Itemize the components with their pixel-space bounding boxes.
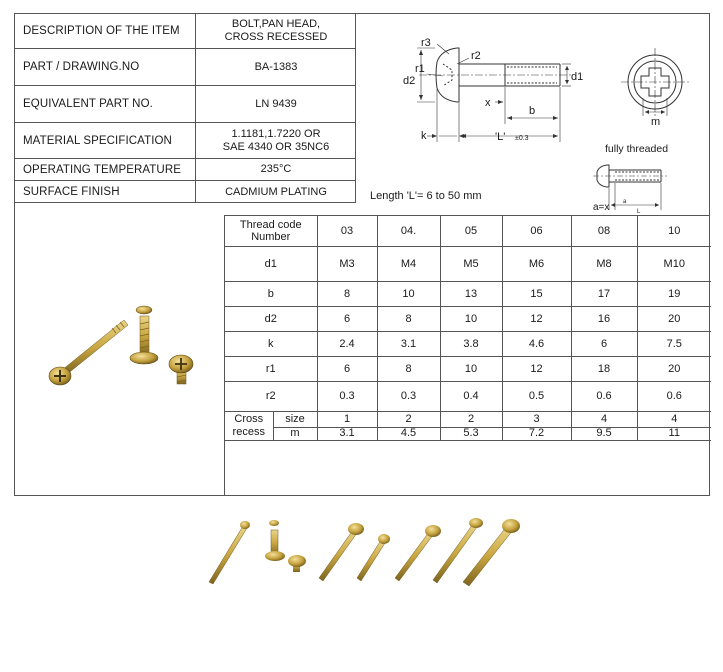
- row-label: k: [225, 331, 317, 356]
- table-row: [225, 246, 711, 281]
- row-label: r2: [225, 381, 317, 411]
- cross-recess-label-line2: recess: [232, 425, 265, 438]
- label-x: x: [485, 97, 491, 109]
- cross-recess-label: [225, 411, 273, 440]
- cell: 3.1: [377, 331, 440, 356]
- spec-value: BA-1383: [254, 60, 298, 73]
- cell: M8: [571, 246, 637, 281]
- m-label: m: [273, 427, 317, 440]
- spec-value: 1.1181,1.7220 OR SAE 4340 OR 35NC6: [222, 127, 330, 153]
- row-label: b: [225, 281, 317, 306]
- short-bolt: [169, 355, 193, 384]
- table-row: [225, 381, 711, 411]
- cell: 3.8: [440, 331, 502, 356]
- table-row-cross-recess-m: [225, 427, 711, 440]
- spec-row-part-number: [15, 49, 356, 86]
- cell: 7.5: [637, 331, 711, 356]
- cell: 7.2: [502, 427, 571, 440]
- cell: 10: [440, 356, 502, 381]
- cell: 0.6: [637, 381, 711, 411]
- label-k: k: [421, 130, 427, 142]
- row-label: d2: [225, 306, 317, 331]
- cell: 3: [502, 411, 571, 427]
- cell: M3: [317, 246, 377, 281]
- cell: 2: [377, 411, 440, 427]
- label-d2: d2: [403, 75, 416, 87]
- cell: 6: [571, 331, 637, 356]
- cell: 2: [440, 411, 502, 427]
- length-note: Length 'L'= 6 to 50 mm: [370, 190, 482, 202]
- cell: 18: [571, 356, 637, 381]
- cell: 5.3: [440, 427, 502, 440]
- thread-code: 03: [317, 216, 377, 246]
- cell: 16: [571, 306, 637, 331]
- spec-label: SURFACE FINISH: [15, 181, 196, 203]
- cell: 8: [317, 281, 377, 306]
- table-row-cross-recess-size: [225, 411, 711, 427]
- cell: 4: [571, 411, 637, 427]
- table-row: [225, 356, 711, 381]
- label-b: b: [529, 105, 536, 117]
- cell: 19: [637, 281, 711, 306]
- cell: 0.5: [502, 381, 571, 411]
- cell: 0.6: [571, 381, 637, 411]
- spec-row-equivalent-part: [15, 86, 356, 123]
- cell: M10: [637, 246, 711, 281]
- table-row: [225, 331, 711, 356]
- thread-code: 10: [637, 216, 711, 246]
- row-label: d1: [225, 246, 317, 281]
- label-r1: r1: [415, 63, 425, 75]
- cell: 8: [377, 306, 440, 331]
- bolt-technical-drawing: [357, 14, 710, 214]
- spec-row-material: [15, 123, 356, 159]
- bolt-row: [209, 518, 520, 586]
- label-r3: r3: [421, 37, 431, 49]
- spec-label: DESCRIPTION OF THE ITEM: [15, 14, 196, 48]
- cell: 0.3: [317, 381, 377, 411]
- label-r2: r2: [471, 50, 481, 62]
- thread-code: 05: [440, 216, 502, 246]
- cell: 1: [317, 411, 377, 427]
- spec-row-surface-finish: [15, 181, 356, 203]
- table-header-row: [225, 216, 711, 246]
- cross-recess-label-line1: Cross: [234, 412, 264, 425]
- cell: 2.4: [317, 331, 377, 356]
- spec-value: CADMIUM PLATING: [225, 185, 327, 198]
- size-label: size: [273, 411, 317, 427]
- cell: 4: [637, 411, 711, 427]
- thread-code: 08: [571, 216, 637, 246]
- spec-value: 235°C: [260, 163, 292, 175]
- cell: 9.5: [571, 427, 637, 440]
- label-tolerance: ±0.3: [515, 135, 529, 142]
- thread-code-header: Thread code Number: [225, 216, 317, 246]
- spec-table: [15, 14, 356, 203]
- cell: 12: [502, 356, 571, 381]
- cell: 4.6: [502, 331, 571, 356]
- cell: 8: [377, 356, 440, 381]
- spec-label: PART / DRAWING.NO: [15, 49, 196, 85]
- cell: 6: [317, 356, 377, 381]
- spec-row-description: [15, 14, 356, 49]
- cell: 13: [440, 281, 502, 306]
- drawing-sheet: [14, 13, 710, 496]
- cell: 11: [637, 427, 711, 440]
- long-bolt: [49, 320, 128, 385]
- spec-value: LN 9439: [255, 97, 297, 110]
- cell: 6: [317, 306, 377, 331]
- table-row: [225, 306, 711, 331]
- cell: M6: [502, 246, 571, 281]
- spec-label: MATERIAL SPECIFICATION: [15, 123, 196, 158]
- label-a-small: a: [623, 199, 627, 205]
- label-length: 'L': [495, 131, 506, 143]
- spec-label: OPERATING TEMPERATURE: [15, 159, 196, 180]
- label-a-equals-x: a=x: [593, 202, 610, 213]
- bolt-product-photo: [44, 294, 220, 406]
- thread-code: 06: [502, 216, 571, 246]
- cell: 3.1: [317, 427, 377, 440]
- cell: M5: [440, 246, 502, 281]
- cell: 17: [571, 281, 637, 306]
- cell: 12: [502, 306, 571, 331]
- cell: 0.3: [377, 381, 440, 411]
- cell: 15: [502, 281, 571, 306]
- cell: 0.4: [440, 381, 502, 411]
- spec-value: BOLT,PAN HEAD, CROSS RECESSED: [224, 18, 328, 43]
- label-d1: d1: [571, 71, 584, 83]
- table-row: [225, 281, 711, 306]
- cell: 20: [637, 306, 711, 331]
- cell: 10: [377, 281, 440, 306]
- bolt-assortment-photo: [205, 516, 523, 588]
- spec-label: EQUIVALENT PART NO.: [15, 86, 196, 122]
- label-fully-threaded: fully threaded: [605, 143, 669, 155]
- medium-bolt: [130, 306, 158, 364]
- label-m: m: [651, 116, 661, 128]
- label-l-small: L: [637, 209, 641, 214]
- cell: 20: [637, 356, 711, 381]
- dimension-table: [224, 215, 710, 496]
- cell: 4.5: [377, 427, 440, 440]
- cell: M4: [377, 246, 440, 281]
- cell: 10: [440, 306, 502, 331]
- thread-code: 04.: [377, 216, 440, 246]
- spec-row-temperature: [15, 159, 356, 181]
- row-label: r1: [225, 356, 317, 381]
